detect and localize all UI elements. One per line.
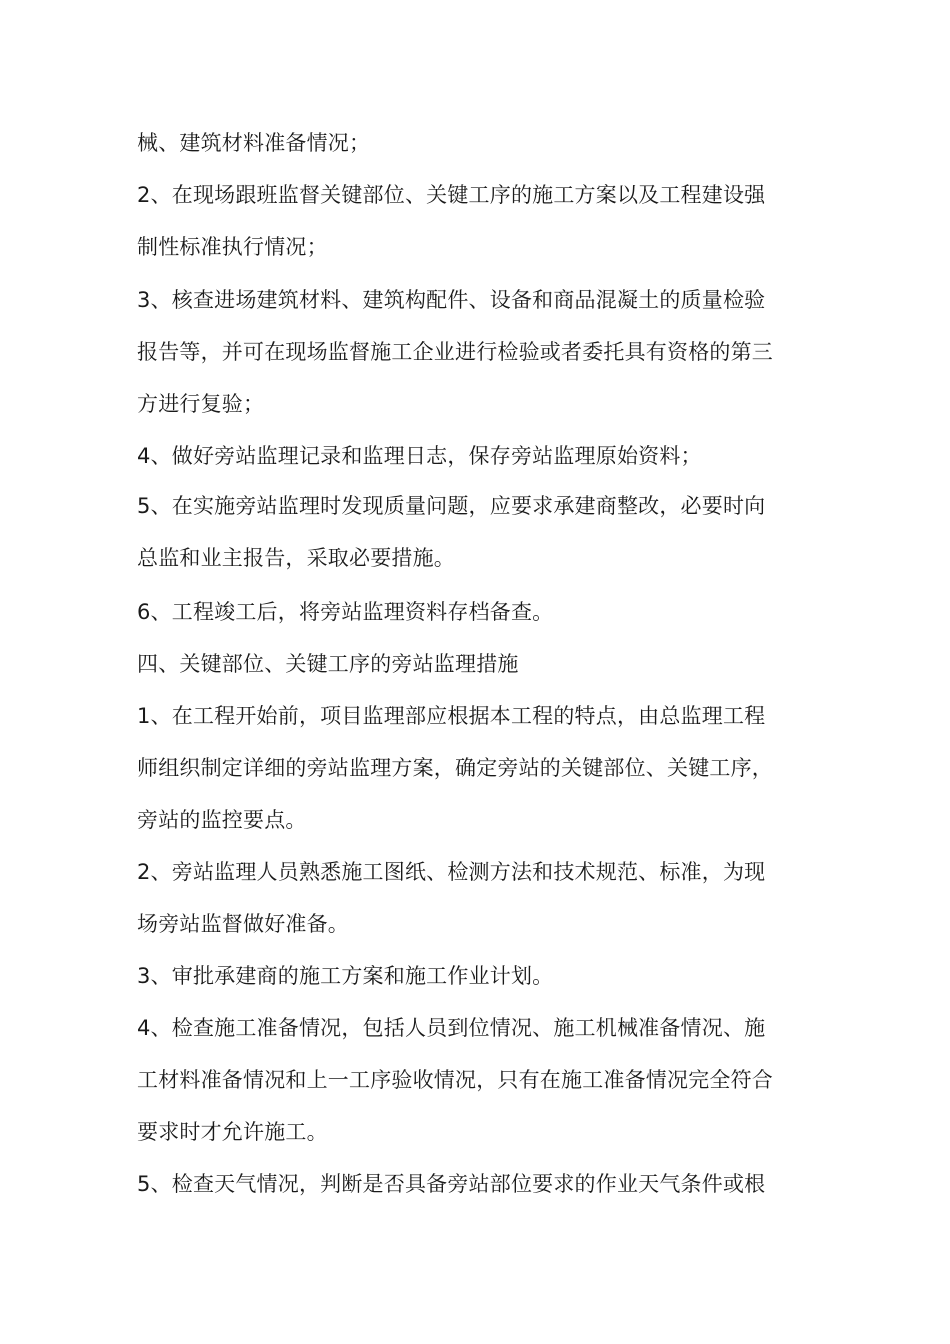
- text-line: 4、检查施工准备情况，包括人员到位情况、施工机械准备情况、施: [137, 1016, 766, 1040]
- text-line: 要求时才允许施工。: [137, 1120, 328, 1144]
- section-heading: 四、关键部位、关键工序的旁站监理措施: [137, 652, 519, 676]
- text-line: 5、检查天气情况，判断是否具备旁站部位要求的作业天气条件或根: [137, 1172, 766, 1196]
- text-line: 报告等，并可在现场监督施工企业进行检验或者委托具有资格的第三: [137, 340, 773, 364]
- text-line: 4、做好旁站监理记录和监理日志，保存旁站监理原始资料；: [137, 444, 702, 468]
- text-line: 2、旁站监理人员熟悉施工图纸、检测方法和技术规范、标准，为现: [137, 860, 766, 884]
- text-line: 总监和业主报告，采取必要措施。: [137, 546, 455, 570]
- text-line: 制性标准执行情况；: [137, 235, 328, 259]
- text-line: 师组织制定详细的旁站监理方案，确定旁站的关键部位、关键工序，: [137, 756, 773, 780]
- text-line: 旁站的监控要点。: [137, 808, 307, 832]
- text-line: 方进行复验；: [137, 392, 265, 416]
- text-line: 场旁站监督做好准备。: [137, 912, 349, 936]
- text-line: 6、工程竣工后，将旁站监理资料存档备查。: [137, 600, 554, 624]
- text-line: 械、建筑材料准备情况；: [137, 131, 371, 155]
- text-line: 5、在实施旁站监理时发现质量问题，应要求承建商整改，必要时向: [137, 494, 766, 518]
- text-line: 3、核查进场建筑材料、建筑构配件、设备和商品混凝土的质量检验: [137, 288, 766, 312]
- text-line: 2、在现场跟班监督关键部位、关键工序的施工方案以及工程建设强: [137, 183, 766, 207]
- text-line: 1、在工程开始前，项目监理部应根据本工程的特点，由总监理工程: [137, 704, 766, 728]
- text-line: 3、审批承建商的施工方案和施工作业计划。: [137, 964, 554, 988]
- text-line: 工材料准备情况和上一工序验收情况，只有在施工准备情况完全符合: [137, 1068, 773, 1092]
